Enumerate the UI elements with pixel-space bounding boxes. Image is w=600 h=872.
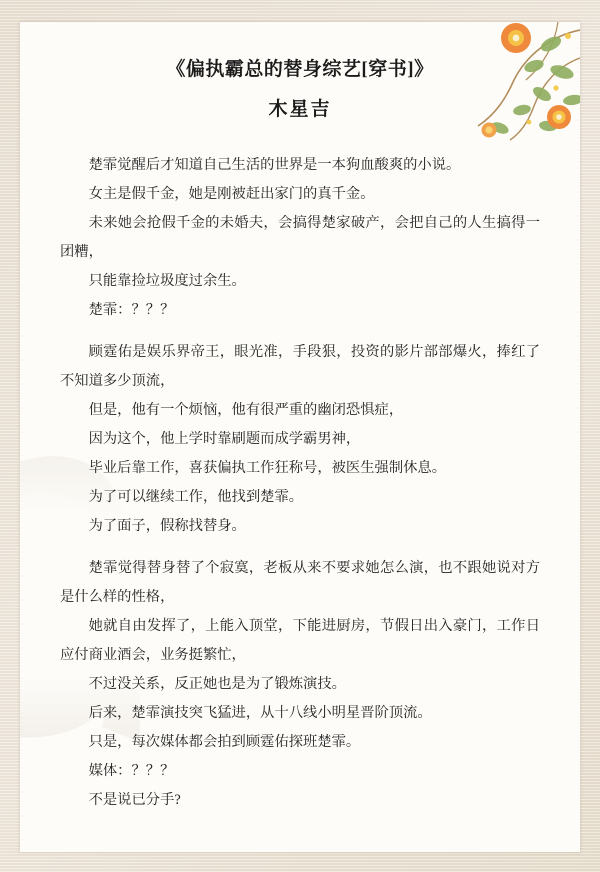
paragraph: 媒体：？？？ — [88, 762, 175, 779]
paragraph: 她就自由发挥了，上能入顶堂，下能进厨房，节假日出入豪门，工作日应付商业酒会，业务挺繁忙， — [60, 617, 540, 663]
body-text — [60, 151, 540, 815]
paragraph: 后来，楚霏演技突飞猛进，从十八线小明星晋阶顶流。 — [88, 704, 432, 721]
paragraph: 顾霆佑是娱乐界帝王，眼光准，手段狠，投资的影片部部爆火，捧红了不知道多少顶流， — [60, 343, 540, 389]
paragraph-spacer — [60, 541, 540, 554]
paragraph: 未来她会抢假千金的未婚夫，会搞得楚家破产，会把自己的人生搞得一团糟， — [60, 214, 540, 260]
paragraph: 只能靠捡垃圾度过余生。 — [88, 272, 246, 289]
paragraph: 为了可以继续工作，他找到楚霏。 — [88, 488, 304, 505]
paragraph: 楚霏觉醒后才知道自己生活的世界是一本狗血酸爽的小说。 — [88, 156, 461, 173]
paragraph: 不是说已分手? — [88, 791, 181, 808]
paragraph: 不过没关系，反正她也是为了锻炼演技。 — [88, 675, 346, 692]
paragraph: 但是，他有一个烦恼，他有很严重的幽闭恐惧症， — [88, 401, 404, 418]
document-content — [20, 22, 580, 815]
paragraph: 女主是假千金，她是刚被赶出家门的真千金。 — [88, 185, 375, 202]
paragraph: 楚霏：？？？ — [88, 301, 175, 318]
paragraph: 只是，每次媒体都会拍到顾霆佑探班楚霏。 — [88, 733, 361, 750]
author-name: 木星吉 — [268, 98, 332, 120]
paragraph-spacer — [60, 325, 540, 338]
paragraph: 毕业后靠工作，喜获偏执工作狂称号，被医生强制休息。 — [88, 459, 447, 476]
document-sheet — [20, 22, 580, 852]
paragraph: 楚霏觉得替身替了个寂寞，老板从来不要求她怎么演，也不跟她说对方是什么样的性格， — [60, 559, 540, 605]
paragraph: 因为这个，他上学时靠刷题而成学霸男神， — [88, 430, 361, 447]
paragraph: 为了面子，假称找替身。 — [88, 517, 246, 534]
page-title: 《偏执霸总的替身综艺[穿书]》 — [166, 59, 434, 80]
